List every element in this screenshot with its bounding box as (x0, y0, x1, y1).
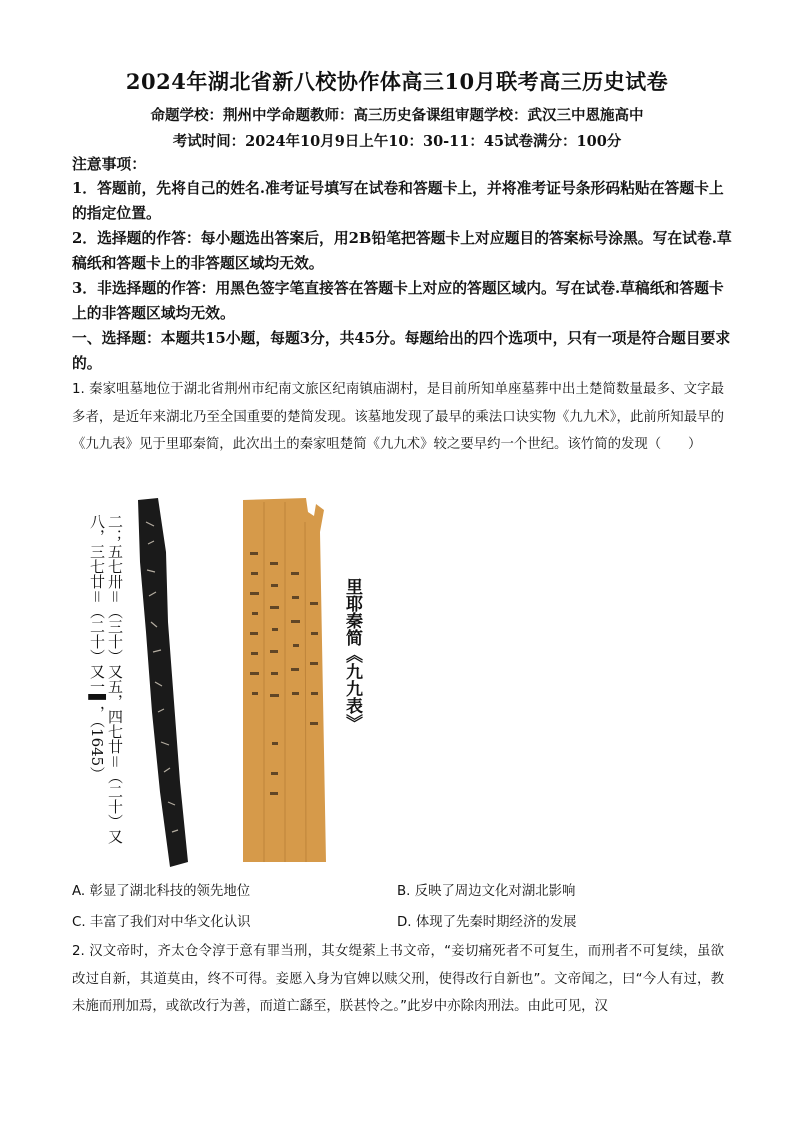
question-1-figure (88, 492, 388, 872)
notice-heading: 注意事项： (72, 156, 146, 173)
question-1-option-c[interactable]: C. 丰富了我们对中华文化认识 (72, 915, 251, 930)
question-1-option-d[interactable]: D. 体现了先秦时期经济的发展 (397, 915, 577, 930)
question-1-option-a[interactable]: A. 彰显了湖北科技的领先地位 (72, 884, 251, 899)
question-1-option-b[interactable]: B. 反映了周边文化对湖北影响 (397, 884, 576, 899)
notice-item-3: 3．非选择题的作答：用黑色签字笔直接答在答题卡上对应的答题区域内。写在试卷.草稿纸和答题卡上的非答题区域均无效。 (72, 280, 724, 322)
section-1-heading: 一、选择题：本题共15小题，每题3分，共45分。每题给出的四个选项中，只有一项是符合题目要求的。 (72, 330, 731, 372)
question-2-stem: 2. 汉文帝时，齐太仓令淳于意有罪当刑，其女缇萦上书文帝，“妾切痛死者不可复生，而刑者不可复续，虽欲改过自新，其道莫由，终不可得。妾愿入身为官婢以赎父刑，使得改行自新也”。文帝闻之，曰“今人有过，教未施而刑加焉，或欲改行为善，而道亡繇至，朕甚怜之。”此岁中亦除肉刑法。由此可见，汉 (72, 944, 724, 1014)
liye-caption: 里耶秦简《九九表》 (342, 578, 362, 731)
notice-item-1: 1．答题前，先将自己的姓名.准考证号填写在试卷和答题卡上，并将准考证号条形码粘贴在答题卡上的指定位置。 (72, 180, 724, 222)
qinjiazui-slip-icon (138, 498, 188, 867)
exam-info-line-1: 命题学校：荆州中学命题教师：高三历史备课组审题学校：武汉三中恩施高中 (150, 107, 644, 124)
notice-item-2: 2．选择题的作答：每小题选出答案后，用2B铅笔把答题卡上对应题目的答案标号涂黑。写在试卷.草稿纸和答题卡上的非答题区域均无效。 (72, 230, 732, 272)
exam-info-line-2: 考试时间：2024年10月9日上午10：30-11：45试卷满分：100分 (172, 133, 622, 150)
exam-title: 2024年湖北省新八校协作体高三10月联考高三历史试卷 (125, 69, 669, 94)
question-1-stem: 1. 秦家咀墓地位于湖北省荆州市纪南文旅区纪南镇庙湖村，是目前所知单座墓葬中出土楚简数量最多、文字最多者，是近年来湖北乃至全国重要的楚简发现。该墓地发现了最早的乘法口诀实物《九九术》，此前所知最早的《九九表》见于里耶秦简，此次出土的秦家咀楚简《九九术》较之要早约一个世纪。该竹简的发现（ ） (72, 382, 724, 452)
transcription-column-2: 又八，三七廿＝（二十）又一▌，（1645） (88, 514, 124, 845)
transcription-column-1: 二；五七卅＝（三十）又五，四七廿＝（二十） (106, 514, 124, 830)
